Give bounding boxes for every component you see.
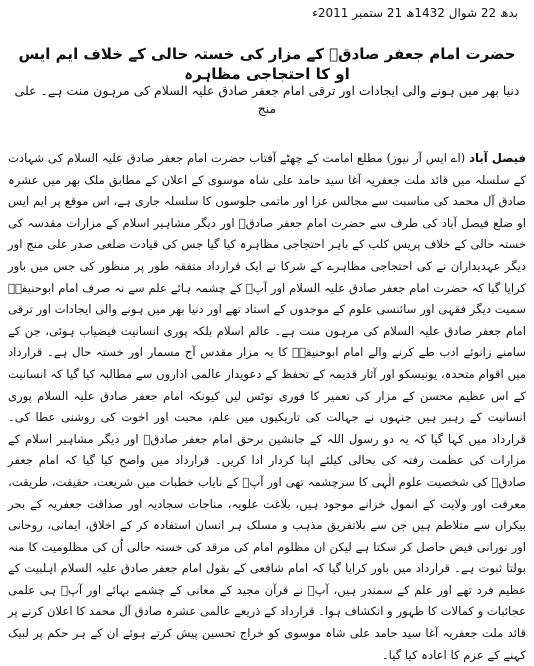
article-agency: (اے ایس آر نیوز) [386, 151, 466, 165]
subhead: دنیا بھر میں ہونے والی ایجادات اور ترقی امام جعفر صادق علیہ السلام کی مرہون منت ہے۔ علی منج [14, 83, 520, 116]
article-city: فیصل آباد [469, 151, 526, 165]
article-body [8, 148, 526, 662]
headline: حضرت امام جعفر صادقؑ کے مزار کی خستہ حالی کے خلاف ایم ایس او کا احتجاجی مظاہرہ [18, 45, 516, 83]
dateline: بدھ 22 شوال 1432ھ 21 ستمبر 2011ء [312, 6, 518, 20]
article-text: مطلع امامت کے چھٹے آفتاب حضرت امام جعفر صادق علیہ السلام کی شہادت کے سلسلہ میں قائد ملت جعفریہ آغا سید حامد علی شاہ موسوی کے اعلان کے مطابق ملک بھر میں عشرہ صادق آل محمد کی مناسبت سے مجالس عزا اور ماتمی جلوسوں کا سلسلہ جاری ہے، اس موقع پر ایم ایس او ضلع فیصل آباد کی طرف سے حضرت امام جعفر صادقؑ اور دیگر مشاہیر اسلام کے مزارات مقدسہ کی خستہ حالی کے خلاف پریس کلب کے باہر احتجاجی مظاہرہ کیا گیا جس کی قیادت ضلعی صدر علی منج اور دیگر عہدیداران نے کی احتجاجی مظاہرے کے شرکا نے ایک قرارداد متفقہ طور پر منظور کی جس میں باور کرایا گیا کہ حضرت امام جعفر صادق علیہ السلام اور آپؑ کے چشمہ ہائے علم سے نہ صرف امام ابوحنیفہؒ سمیت دیگر فقہی اور سائنسی علوم کے موجدوں کے استاد تھے اور دنیا بھر میں ہونے والی ایجادات اور ترقی امام جعفر صادق علیہ السلام کی مرہون منت ہے۔ عالم اسلام بلکہ پوری انسانیت فیضیاب ہوئی، جن کے سامنے زانوئے ادب طے کرنے والے امام ابوحنیفہؒ کا یہ مزار مقدس آج مسمار اور خستہ حال ہے۔ قرارداد میں اقوام متحدہ، یونیسکو اور آثار قدیمہ کے تحفظ کے دعویدار عالمی اداروں سے مطالبہ کیا گیا کہ انسانیت کے اس عظیم محسن کے مزار کی تعمیر کا فوری نوٹس لیں کیونکہ امام جعفر صادق علیہ السلام پوری انسانیت کے رہبر ہیں جنہوں نے جہالت کی تاریکیوں میں علم، محبت اور اخوت کی روشنی عطا کی۔ قرارداد میں کہا گیا کہ یہ دو رسول اللہ کے جانشین برحق امام جعفر صادقؑ اور دیگر مشاہیر اسلام کے مزارات کی عظمت رفتہ کی بحالی کیلئے اپنا کردار ادا کریں۔ قرارداد میں واضح کیا گیا کہ امام جعفر صادقؑ کی شخصیت علوم الٰہی کا سرچشمہ تھی اور آپؑ کے نایاب خطبات میں شریعت، حقیقت، طریقت، معرفت اور ولایت کے انمول خزانے موجود ہیں، بلاغت علویہ، مناجات سجادیہ اور صداقت جعفریہ کے بحر بیکراں سے متلاطم ہیں جن سے بلاتفریق مذہب و مسلک ہر انسان استفادہ کر کے اخلاق، ایمانی، روحانی اور نورانی فیض حاصل کر سکتا ہے لیکن ان مظلوم امام کی مرقد کی خستہ حالی اُن کی مظلومیت کا منہ بولتا ثبوت ہے۔ قرارداد میں باور کرایا گیا کہ امام شافعی کے بقول امام جعفر صادق علیہ السلام اہلبیت کے عظیم فرد تھے اور علم کے سمندر ہیں، آپؑ نے قرآن مجید کے معانی کے چشمے بہائے اور آپؑ ہی علمی عجائبات و کمالات کا ظہور و انکشاف ہوا۔ قرارداد کے ذریعے عالمی عشرہ صادق آل محمد کا اعلان کرنے پر قائد ملت جعفریہ آغا سید حامد علی شاہ موسوی کو خراج تحسین پیش کرتے ہوئے ان کے ہر حکم پر لبیک کہنے کے عزم کا اعادہ کیا گیا۔ [8, 151, 526, 662]
